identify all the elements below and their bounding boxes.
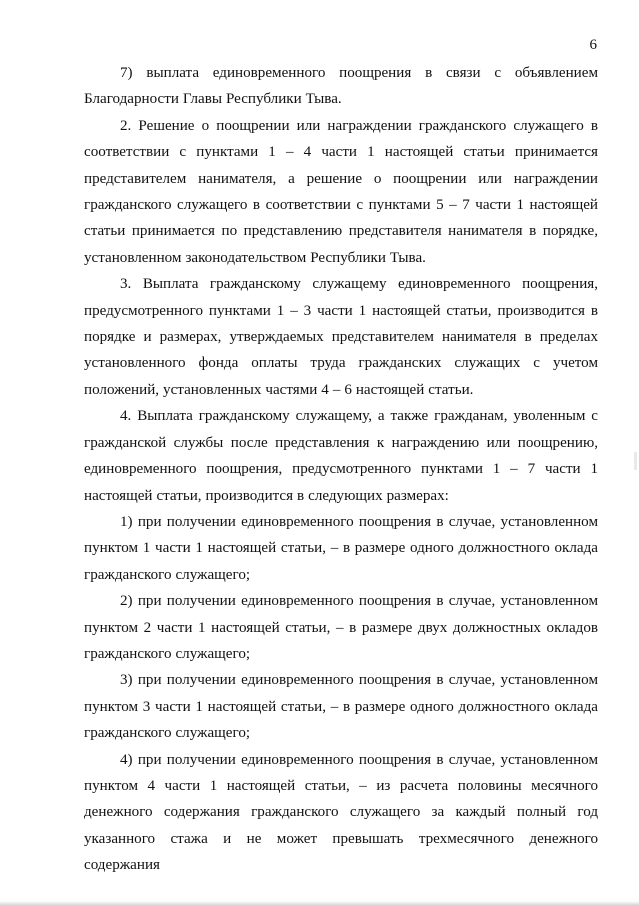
paragraph-section-4: 4. Выплата гражданскому служащему, а также гражданам, уволенным с гражданской службы после представления к награждению или поощрению, единовременного поощрения, предусмотренного пунктами 1 – 7 части 1 настоящей статьи, производится в следующих размерах:	[84, 408, 598, 504]
paragraph-item-7: 7) выплата единовременного поощрения в связи с объявлением Благодарности Главы Республики Тыва.	[84, 65, 598, 108]
paragraph-section-3: 3. Выплата гражданскому служащему единовременного поощрения, предусмотренного пунктами 1 – 3 части 1 настоящей статьи, производится в порядке и размерах, утверждаемых представителем нанимателя в пределах установленного фонда оплаты труда гражданских служащих с учетом положений, установленных частями 4 – 6 настоящей статьи.	[84, 276, 598, 398]
scan-mark	[634, 452, 637, 470]
paragraph-subitem-3: 3) при получении единовременного поощрения в случае, установленном пунктом 3 части 1 настоящей статьи, – в размере одного должностного оклада гражданского служащего;	[84, 672, 598, 742]
paragraph-subitem-1: 1) при получении единовременного поощрения в случае, установленном пунктом 1 части 1 настоящей статьи, – в размере одного должностного оклада гражданского служащего;	[84, 513, 598, 583]
paragraph-subitem-2: 2) при получении единовременного поощрения в случае, установленном пунктом 2 части 1 настоящей статьи, – в размере двух должностных окладов гражданского служащего;	[84, 593, 598, 662]
document-body	[84, 60, 598, 879]
paragraph-subitem-4: 4) при получении единовременного поощрения в случае, установленном пунктом 4 части 1 настоящей статьи, – из расчета половины месячного денежного содержания гражданского служащего за каждый полный год указанного стажа и не может превышать трехмесячного денежного содержания	[84, 751, 598, 874]
page-bottom-edge	[0, 901, 639, 905]
paragraph-section-2: 2. Решение о поощрении или награждении гражданского служащего в соответствии с пунктами 1 – 4 части 1 настоящей статьи принимается представителем нанимателя, а решение о поощрении или награждении гражданского служащего в соответствии с пунктами 5 – 7 части 1 настоящей статьи принимается по представлению представителя нанимателя в порядке, установленном законодательством Республики Тыва.	[84, 117, 598, 266]
page-number: 6	[589, 37, 597, 53]
